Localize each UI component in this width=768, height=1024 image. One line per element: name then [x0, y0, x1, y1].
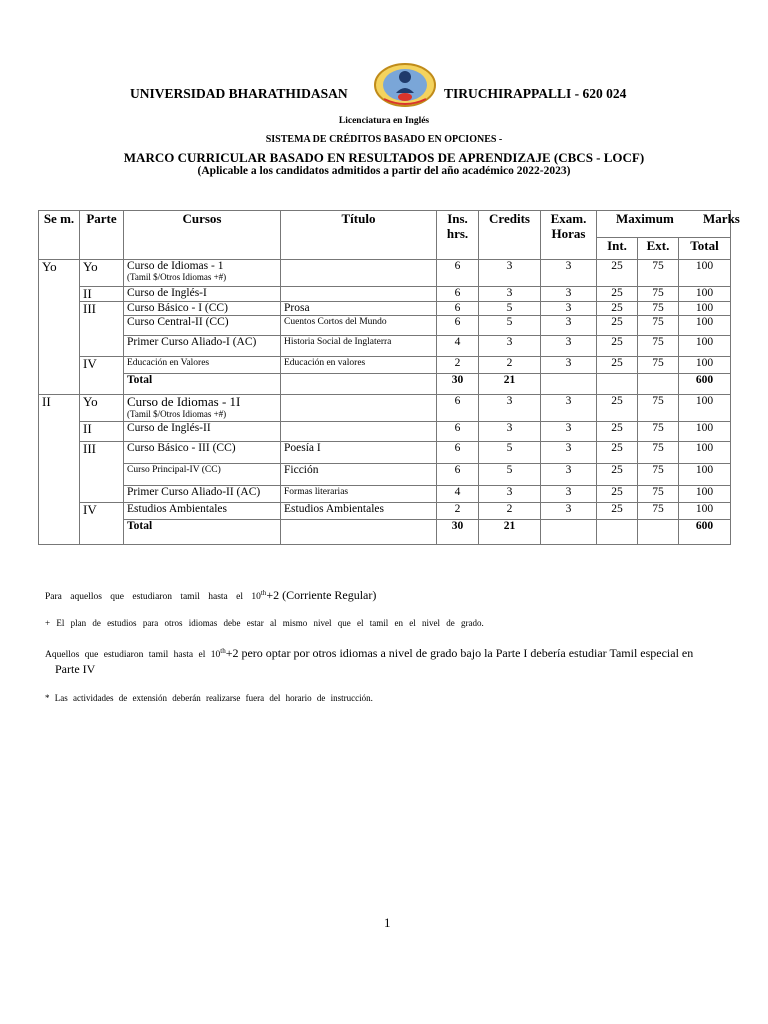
title-cell: Educación en valores	[281, 357, 437, 374]
total-cell: 100	[679, 395, 731, 422]
title-cell: Historia Social de Inglaterra	[281, 336, 437, 357]
exam-cell: 3	[541, 302, 597, 316]
int-cell: 25	[597, 503, 638, 520]
ext-cell: 75	[638, 486, 679, 503]
ext-cell: 75	[638, 442, 679, 464]
note-text: +2 pero optar por otros idiomas a nivel de grado bajo la Parte I debería estudiar Tamil especial en	[225, 646, 694, 660]
ext-cell: 75	[638, 464, 679, 486]
course-cell: Primer Curso Aliado-II (AC)	[124, 486, 281, 503]
course-cell: Primer Curso Aliado-I (AC)	[124, 336, 281, 357]
int-cell: 25	[597, 260, 638, 287]
int-cell: 25	[597, 302, 638, 316]
header-marks: Marks	[703, 211, 740, 226]
applicability-note: (Aplicable a los candidatos admitidos a partir del año académico 2022-2023)	[197, 165, 571, 177]
header-sem: Se m.	[39, 211, 80, 260]
header-credits: Credits	[479, 211, 541, 260]
part-cell: Yo	[80, 395, 124, 422]
semester-label: Yo	[39, 260, 80, 395]
part-cell: Yo	[80, 260, 124, 287]
table-row	[39, 486, 731, 503]
course-cell: Educación en Valores	[124, 357, 281, 374]
exam-cell: 3	[541, 316, 597, 336]
table-row	[39, 503, 731, 520]
credits-cell: 2	[479, 503, 541, 520]
curriculum-table	[38, 210, 740, 545]
header-total: Total	[679, 238, 731, 260]
hours-cell: 6	[437, 316, 479, 336]
header-exam-hours: Exam. Horas	[541, 211, 597, 260]
header-title: Título	[281, 211, 437, 260]
course-subtitle: (Tamil $/Otros Idiomas +#)	[127, 409, 227, 419]
int-cell: 25	[597, 486, 638, 503]
exam-cell: 3	[541, 503, 597, 520]
credits-cell: 3	[479, 486, 541, 503]
title-cell: Estudios Ambientales	[281, 503, 437, 520]
total-credits: 21	[479, 520, 541, 545]
total-marks: 600	[679, 374, 731, 395]
credits-cell: 3	[479, 260, 541, 287]
title-cell: Ficción	[281, 464, 437, 486]
exam-cell	[541, 374, 597, 395]
course-cell: Curso de Inglés-I	[124, 287, 281, 302]
total-cell: 100	[679, 357, 731, 374]
note-text: Aquellos que estudiaron tamil hasta el 10	[45, 650, 221, 660]
exam-cell: 3	[541, 422, 597, 442]
ext-cell	[638, 520, 679, 545]
ext-cell: 75	[638, 503, 679, 520]
int-cell: 25	[597, 316, 638, 336]
table-row	[39, 287, 731, 302]
header-courses: Cursos	[124, 211, 281, 260]
table-row	[39, 260, 731, 287]
title-cell: Cuentos Cortos del Mundo	[281, 316, 437, 336]
credits-cell: 5	[479, 316, 541, 336]
title-cell	[281, 422, 437, 442]
int-cell: 25	[597, 287, 638, 302]
note-sup: th	[260, 588, 267, 597]
credits-cell: 2	[479, 357, 541, 374]
total-cell: 100	[679, 503, 731, 520]
hours-cell: 6	[437, 442, 479, 464]
total-label: Total	[124, 520, 281, 545]
header-int: Int.	[597, 238, 638, 260]
course-cell: Curso Central-II (CC)	[124, 316, 281, 336]
university-city: TIRUCHIRAPPALLI - 620 024	[444, 86, 627, 101]
ext-cell: 75	[638, 357, 679, 374]
total-hours: 30	[437, 520, 479, 545]
total-cell: 100	[679, 464, 731, 486]
part-cell: III	[80, 442, 124, 503]
ext-cell: 75	[638, 302, 679, 316]
table-row	[39, 302, 731, 316]
note-text: Para aquellos que estudiaron tamil hasta el 10	[45, 592, 261, 602]
title-cell: Formas literarias	[281, 486, 437, 503]
ext-cell: 75	[638, 395, 679, 422]
title-cell	[281, 287, 437, 302]
hours-cell: 6	[437, 302, 479, 316]
credit-system: SISTEMA DE CRÉDITOS BASADO EN OPCIONES -	[265, 134, 503, 145]
table-row	[39, 395, 731, 422]
int-cell	[597, 374, 638, 395]
total-cell: 100	[679, 260, 731, 287]
credits-cell: 5	[479, 464, 541, 486]
total-cell: 100	[679, 486, 731, 503]
total-cell: 100	[679, 422, 731, 442]
table-row	[39, 442, 731, 464]
credits-cell: 3	[479, 395, 541, 422]
title-cell: Poesía I	[281, 442, 437, 464]
hours-cell: 2	[437, 357, 479, 374]
university-logo	[372, 63, 438, 108]
header-maximum: Maximum	[616, 211, 674, 226]
total-cell: 100	[679, 302, 731, 316]
course-cell: Curso Básico - I (CC)	[124, 302, 281, 316]
exam-cell: 3	[541, 395, 597, 422]
title-cell	[281, 395, 437, 422]
title-cell	[281, 520, 437, 545]
exam-cell	[541, 520, 597, 545]
note-extension-activities: * Las actividades de extensión deberán realizarse fuera del horario de instrucción.	[45, 693, 373, 703]
int-cell: 25	[597, 395, 638, 422]
hours-cell: 6	[437, 395, 479, 422]
course-cell	[124, 260, 281, 287]
total-row	[39, 374, 731, 395]
note-sup: th	[220, 646, 226, 655]
exam-cell: 3	[541, 287, 597, 302]
title-cell	[281, 374, 437, 395]
table-row	[39, 357, 731, 374]
note-text: +2 (Corriente Regular)	[266, 588, 377, 602]
total-cell: 100	[679, 316, 731, 336]
total-hours: 30	[437, 374, 479, 395]
credits-cell: 5	[479, 442, 541, 464]
part-cell: IV	[80, 503, 124, 545]
total-credits: 21	[479, 374, 541, 395]
header-row	[39, 211, 731, 238]
hours-cell: 4	[437, 486, 479, 503]
part-cell: II	[80, 422, 124, 442]
ext-cell: 75	[638, 260, 679, 287]
hours-cell: 6	[437, 422, 479, 442]
note-text-line2: Parte IV	[55, 662, 96, 676]
hours-cell: 6	[437, 260, 479, 287]
int-cell	[597, 520, 638, 545]
course-cell: Estudios Ambientales	[124, 503, 281, 520]
course-cell	[124, 395, 281, 422]
total-cell: 100	[679, 336, 731, 357]
title-cell: Prosa	[281, 302, 437, 316]
hours-cell: 4	[437, 336, 479, 357]
curriculum-framework: MARCO CURRICULAR BASADO EN RESULTADOS DE APRENDIZAJE (CBCS - LOCF)	[123, 150, 645, 165]
hours-cell: 6	[437, 287, 479, 302]
university-name: UNIVERSIDAD BHARATHIDASAN	[130, 86, 348, 101]
note-other-languages: + El plan de estudios para otros idiomas debe estar al mismo nivel que el tamil en el nivel de grado.	[45, 618, 484, 628]
ext-cell: 75	[638, 316, 679, 336]
exam-cell: 3	[541, 464, 597, 486]
int-cell: 25	[597, 336, 638, 357]
part-cell: IV	[80, 357, 124, 395]
credits-cell: 3	[479, 422, 541, 442]
exam-cell: 3	[541, 260, 597, 287]
credits-cell: 3	[479, 287, 541, 302]
int-cell: 25	[597, 357, 638, 374]
course-cell: Curso Principal-IV (CC)	[124, 464, 281, 486]
part-cell: II	[80, 287, 124, 302]
table-row	[39, 422, 731, 442]
credits-cell: 3	[479, 336, 541, 357]
course-name: Curso de Idiomas - 1	[127, 260, 224, 272]
total-cell: 100	[679, 442, 731, 464]
credits-cell: 5	[479, 302, 541, 316]
course-cell: Curso Básico - III (CC)	[124, 442, 281, 464]
exam-cell: 3	[541, 442, 597, 464]
semester-label: II	[39, 395, 80, 545]
course-name: Curso de Idiomas - 1I	[127, 394, 241, 409]
total-row	[39, 520, 731, 545]
exam-cell: 3	[541, 486, 597, 503]
course-cell: Curso de Inglés-II	[124, 422, 281, 442]
hours-cell: 2	[437, 503, 479, 520]
note-regular-stream	[45, 588, 376, 603]
ext-cell: 75	[638, 422, 679, 442]
exam-cell: 3	[541, 336, 597, 357]
ext-cell: 75	[638, 287, 679, 302]
degree-title: Licenciatura en Inglés	[338, 116, 430, 126]
int-cell: 25	[597, 464, 638, 486]
page-number: 1	[384, 915, 391, 930]
header-ins-hrs: Ins. hrs.	[437, 211, 479, 260]
hours-cell: 6	[437, 464, 479, 486]
header-maximum-marks	[597, 211, 740, 238]
table-row	[39, 316, 731, 336]
title-cell	[281, 260, 437, 287]
table-row	[39, 464, 731, 486]
total-label: Total	[124, 374, 281, 395]
int-cell: 25	[597, 442, 638, 464]
course-subtitle: (Tamil $/Otros Idiomas +#)	[127, 272, 227, 282]
ext-cell	[638, 374, 679, 395]
header-ext: Ext.	[638, 238, 679, 260]
ext-cell: 75	[638, 336, 679, 357]
total-cell: 100	[679, 287, 731, 302]
header-part: Parte	[80, 211, 124, 260]
part-cell: III	[80, 302, 124, 357]
int-cell: 25	[597, 422, 638, 442]
exam-cell: 3	[541, 357, 597, 374]
total-marks: 600	[679, 520, 731, 545]
table-row	[39, 336, 731, 357]
note-special-tamil	[45, 646, 745, 677]
